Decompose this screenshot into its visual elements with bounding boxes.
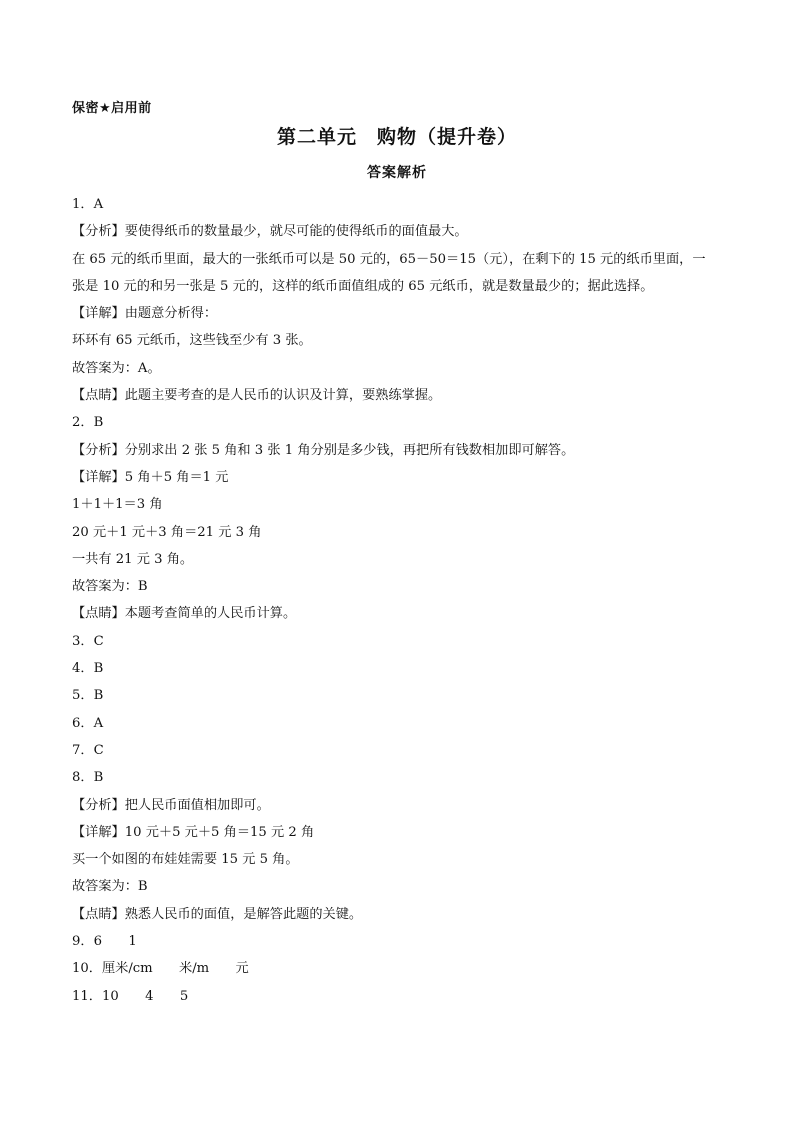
answer-line: 在 65 元的纸币里面，最大的一张纸币可以是 50 元的，65－50＝15（元），在剩下的 15 元的纸币里面，一 — [72, 251, 706, 267]
page-subtitle: 答案解析 — [367, 165, 427, 181]
answer-line: 环环有 65 元纸币，这些钱至少有 3 张。 — [72, 333, 312, 349]
answer-line: 买一个如图的布娃娃需要 15 元 5 角。 — [72, 852, 299, 868]
answer-line: 6．A — [72, 715, 104, 731]
answer-line: 【点睛】熟悉人民币的面值，是解答此题的关键。 — [72, 906, 363, 922]
answer-line: 【详解】由题意分析得： — [72, 306, 218, 322]
page-title: 第二单元 购物（提升卷） — [276, 126, 517, 148]
confidential-label: 保密★启用前 — [72, 101, 152, 116]
answer-line: 20 元＋1 元＋3 角＝21 元 3 角 — [72, 524, 262, 540]
answer-line: 4．B — [72, 661, 104, 677]
answer-line: 【分析】把人民币面值相加即可。 — [72, 797, 270, 813]
answer-line: 一共有 21 元 3 角。 — [72, 551, 194, 567]
answer-line: 1＋1＋1＝3 角 — [72, 497, 163, 513]
answer-line: 8．B — [72, 770, 104, 786]
answer-line: 【点睛】本题考查简单的人民币计算。 — [72, 606, 297, 622]
answer-line: 2．B — [72, 415, 104, 431]
answer-line: 10．厘米/cm 米/m 元 — [72, 961, 249, 977]
answer-line: 7．C — [72, 742, 104, 758]
answer-line: 张是 10 元的和另一张是 5 元的，这样的纸币面值组成的 65 元纸币，就是数量最少的；据此选择。 — [72, 278, 654, 294]
answer-line: 故答案为：B — [72, 879, 148, 895]
answer-line: 11．10 4 5 — [72, 988, 189, 1004]
answer-line: 【分析】要使得纸币的数量最少，就尽可能的使得纸币的面值最大。 — [72, 224, 468, 240]
answer-line: 故答案为：B — [72, 579, 148, 595]
answer-line: 3．C — [72, 633, 104, 649]
answer-line: 【详解】5 角＋5 角＝1 元 — [72, 469, 229, 485]
answer-line: 【点睛】此题主要考查的是人民币的认识及计算，要熟练掌握。 — [72, 388, 442, 404]
answer-line: 5．B — [72, 688, 104, 704]
answer-line: 【分析】分别求出 2 张 5 角和 3 张 1 角分别是多少钱，再把所有钱数相加即可解答。 — [72, 442, 575, 458]
answer-line: 9．6 1 — [72, 934, 137, 950]
answer-line: 故答案为：A。 — [72, 360, 161, 376]
answer-body — [72, 191, 732, 1010]
answer-line: 【详解】10 元＋5 元＋5 角＝15 元 2 角 — [72, 824, 315, 840]
answer-line: 1．A — [72, 197, 104, 212]
